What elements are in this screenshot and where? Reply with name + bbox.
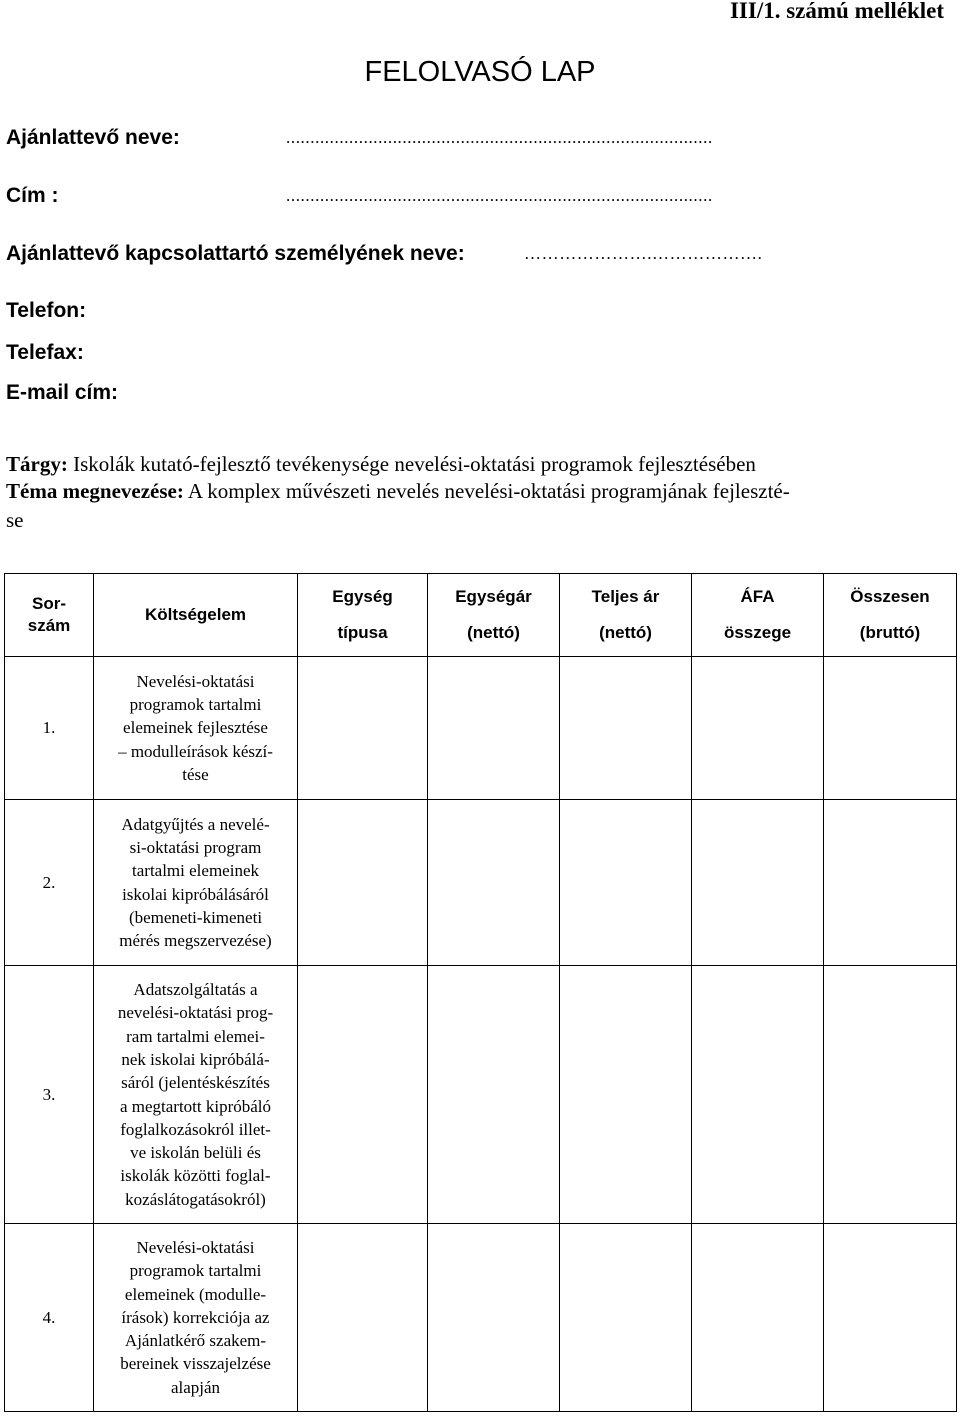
- topic-label: Téma megnevezése:: [6, 479, 184, 503]
- subject-label: Tárgy:: [6, 452, 68, 476]
- header-gross-total-line2: (bruttó): [859, 623, 921, 642]
- gross-total-cell[interactable]: [824, 800, 957, 966]
- description-line: alapján: [170, 1377, 221, 1397]
- description-line: programok tartalmi: [129, 695, 262, 715]
- header-unit-type-line1: Egység: [332, 587, 393, 606]
- description-line: iskolai kipróbálásáról: [122, 884, 269, 904]
- total-net-cell[interactable]: [560, 966, 692, 1224]
- vat-cell[interactable]: [692, 657, 824, 800]
- unit-price-cell[interactable]: [428, 800, 560, 966]
- unit-type-cell[interactable]: [298, 800, 428, 966]
- subject-text: Iskolák kutató-fejlesztő tevékenysége nevelési-oktatási programok fejlesztésében: [67, 452, 756, 476]
- header-unit-type: [298, 574, 428, 657]
- annex-label: III/1. számú melléklet: [729, 0, 944, 23]
- cost-item-description: [94, 1224, 298, 1412]
- unit-type-cell[interactable]: [298, 1224, 428, 1412]
- address-label: Cím :: [6, 184, 59, 207]
- header-vat-line2: összege: [723, 623, 792, 642]
- contact-person-field[interactable]: ………………….……………….: [524, 244, 763, 263]
- unit-type-cell[interactable]: [298, 966, 428, 1224]
- fax-label: Telefax:: [6, 341, 84, 364]
- row-number: 3.: [5, 966, 94, 1224]
- description-line: nevelési-oktatási prog-: [117, 1003, 274, 1023]
- description-line: bereinek visszajelzése: [120, 1354, 271, 1374]
- description-line: tartalmi elemeinek: [132, 861, 259, 881]
- header-cost-item: Költségelem: [94, 574, 298, 657]
- bidder-name-label: Ajánlattevő neve:: [6, 126, 180, 149]
- cost-item-description: [94, 800, 298, 966]
- description-line: Ajánlatkérő szakem-: [124, 1331, 267, 1351]
- description-line: nek iskolai kipróbálá-: [121, 1049, 270, 1069]
- phone-label: Telefon:: [6, 299, 87, 322]
- header-unit-price-line2: (nettó): [467, 623, 520, 642]
- header-total-net-line1: Teljes ár: [591, 587, 660, 606]
- header-total-net: [560, 574, 692, 657]
- description-line: írások) korrekciója az: [121, 1307, 270, 1327]
- header-serial-line1: Sor-: [32, 594, 66, 613]
- row-number: 2.: [5, 800, 94, 966]
- bidder-name-field[interactable]: ........................................................................................: [286, 128, 713, 147]
- table-row: [5, 800, 957, 966]
- description-line: elemeinek (modulle-: [124, 1284, 267, 1304]
- subject-line: [6, 451, 956, 477]
- description-line: si-oktatási program: [129, 837, 262, 857]
- header-gross-total: [824, 574, 957, 657]
- description-line: ram tartalmi elemei-: [126, 1026, 265, 1046]
- description-line: iskolák közötti foglal-: [120, 1166, 271, 1186]
- page-title: FELOLVASÓ LAP: [364, 56, 596, 88]
- header-gross-total-line1: Összesen: [850, 587, 930, 606]
- gross-total-cell[interactable]: [824, 966, 957, 1224]
- total-net-cell[interactable]: [560, 657, 692, 800]
- description-line: kozáslátogatásokról): [125, 1189, 266, 1209]
- header-vat: [692, 574, 824, 657]
- gross-total-cell[interactable]: [824, 657, 957, 800]
- description-line: Nevelési-oktatási: [136, 671, 255, 691]
- header-unit-price: [428, 574, 560, 657]
- description-line: ve iskolán belüli és: [130, 1143, 261, 1163]
- unit-price-cell[interactable]: [428, 657, 560, 800]
- description-line: tése: [182, 764, 209, 784]
- table-row: [5, 966, 957, 1224]
- gross-total-cell[interactable]: [824, 1224, 957, 1412]
- description-line: – modulleírások készí-: [118, 741, 273, 761]
- description-line: a megtartott kipróbáló: [119, 1096, 272, 1116]
- header-vat-line1: ÁFA: [740, 587, 775, 606]
- topic-line: [6, 478, 956, 504]
- vat-cell[interactable]: [692, 800, 824, 966]
- description-line: (bemeneti-kimeneti: [128, 907, 263, 927]
- table-header-row: [5, 574, 957, 657]
- contact-person-label: Ajánlattevő kapcsolattartó személyének neve:: [6, 242, 465, 265]
- header-total-net-line2: (nettó): [599, 623, 652, 642]
- topic-text: A komplex művészeti nevelés nevelési-oktatási programjának fejleszté-: [183, 479, 790, 503]
- total-net-cell[interactable]: [560, 800, 692, 966]
- row-number: 4.: [5, 1224, 94, 1412]
- table-row: [5, 657, 957, 800]
- header-serial: [5, 574, 94, 657]
- vat-cell[interactable]: [692, 1224, 824, 1412]
- cost-item-description: [94, 657, 298, 800]
- header-unit-type-line2: típusa: [337, 623, 388, 642]
- unit-type-cell[interactable]: [298, 657, 428, 800]
- description-line: foglalkozásokról illet-: [120, 1119, 271, 1139]
- cost-table: [4, 573, 957, 1412]
- topic-line-continued: se: [6, 508, 24, 532]
- address-field[interactable]: ........................................................................................: [286, 186, 713, 205]
- email-label: E-mail cím:: [6, 381, 119, 404]
- header-unit-price-line1: Egységár: [455, 587, 532, 606]
- row-number: 1.: [5, 657, 94, 800]
- description-line: mérés megszervezése): [119, 931, 272, 951]
- description-line: sáról (jelentéskészítés: [121, 1073, 270, 1093]
- cost-item-description: [94, 966, 298, 1224]
- description-line: Nevelési-oktatási: [136, 1237, 255, 1257]
- description-line: elemeinek fejlesztése: [123, 718, 268, 738]
- description-line: Adatszolgáltatás a: [133, 980, 258, 1000]
- description-line: programok tartalmi: [129, 1261, 262, 1281]
- table-row: [5, 1224, 957, 1412]
- description-line: Adatgyűjtés a nevelé-: [121, 814, 270, 834]
- total-net-cell[interactable]: [560, 1224, 692, 1412]
- vat-cell[interactable]: [692, 966, 824, 1224]
- header-serial-line2: szám: [27, 616, 71, 635]
- unit-price-cell[interactable]: [428, 1224, 560, 1412]
- unit-price-cell[interactable]: [428, 966, 560, 1224]
